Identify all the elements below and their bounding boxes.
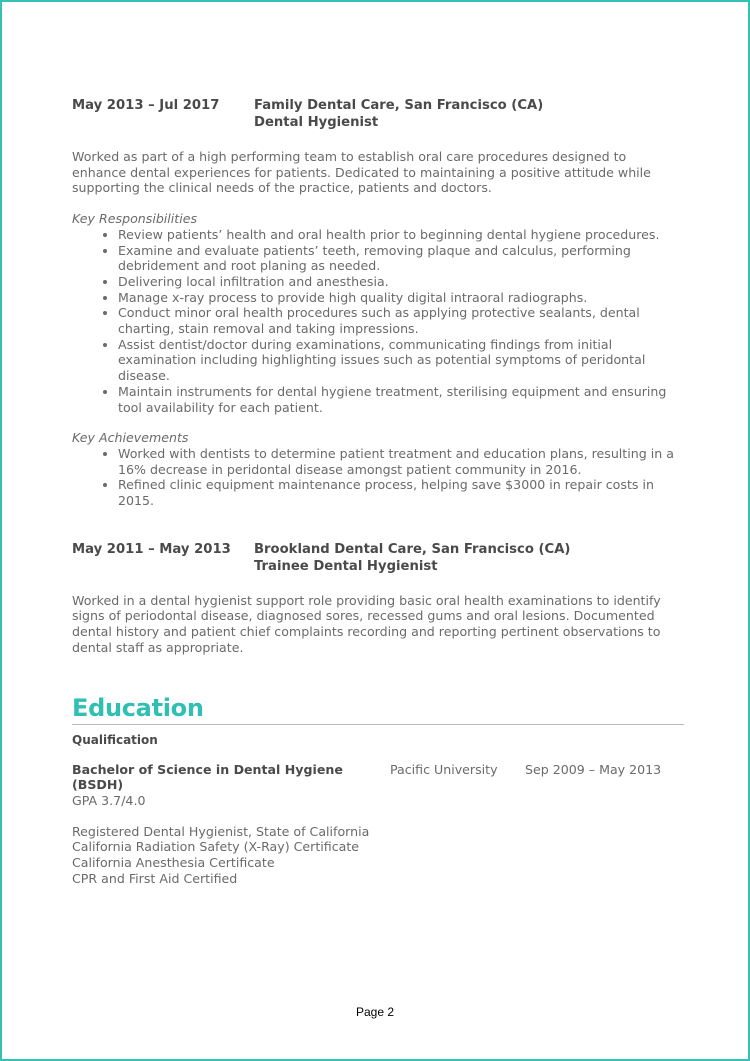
gpa-line — [72, 793, 684, 809]
list-item: • Manage x-ray process to provide high quality digital intraoral radiographs. — [118, 290, 684, 306]
achievements-list — [72, 446, 684, 509]
certification-item: CPR and First Aid Certified — [72, 870, 238, 886]
gpa: GPA 3.7/4.0 — [72, 792, 146, 808]
qualification-row — [72, 762, 684, 793]
job-dates: May 2013 – Jul 2017 — [72, 98, 220, 113]
section-divider — [72, 724, 684, 725]
list-item: • Review patients’ health and oral health prior to beginning dental hygiene procedures. — [118, 227, 684, 243]
job-employer: Brookland Dental Care, San Francisco (CA) — [254, 541, 571, 557]
job-summary: Worked in a dental hygienist support role providing basic oral health examinations to identify signs of periodontal disease, diagnosed sores, recessed gums and oral lesions. Documented dental history and patient chief complaints recording and reporting pertinent observations to dental staff as appropriate. — [72, 592, 661, 655]
qualification-heading: Qualification — [72, 732, 158, 747]
list-item: • Assist dentist/doctor during examinations, communicating findings from initial examination including highlighting issues such as potential symptoms of peridontal disease. — [118, 337, 684, 384]
certification-list — [72, 824, 684, 887]
list-item: • Examine and evaluate patients’ teeth, removing plaque and calculus, performing debridement and root planing as needed. — [118, 243, 684, 274]
list-item: • Delivering local infiltration and anesthesia. — [118, 274, 684, 290]
resume-content — [72, 97, 684, 887]
job-header — [72, 97, 684, 131]
job-header — [72, 541, 684, 575]
job-title: Dental Hygienist — [254, 115, 379, 130]
institution-name: Pacific University — [390, 761, 498, 777]
certification-item: California Anesthesia Certificate — [72, 855, 275, 871]
job-summary: Worked as part of a high performing team to establish oral care procedures designed to enhance dental experiences for patients. Dedicated to maintaining a positive attitude while supporting the clinical needs of the practice, patients and doctors. — [72, 149, 651, 196]
job-employer: Family Dental Care, San Francisco (CA) — [254, 98, 544, 113]
page-number: Page 2 — [355, 1005, 395, 1019]
job-entry-brookland-dental-care — [72, 541, 684, 656]
degree-name: Bachelor of Science in Dental Hygiene (BSDH) — [72, 761, 343, 793]
job-entry-family-dental-care — [72, 97, 684, 509]
section-title-education: Education — [72, 693, 204, 722]
list-item: • Worked with dentists to determine patient treatment and education plans, resulting in a 16% decrease in peridontal disease amongst patient community in 2016. — [118, 446, 684, 477]
list-item: • Conduct minor oral health procedures such as applying protective sealants, dental charting, stain removal and taking impressions. — [118, 305, 684, 336]
achievements-heading: Key Achievements — [72, 430, 189, 446]
job-title: Trainee Dental Hygienist — [254, 558, 438, 574]
degree-dates: Sep 2009 – May 2013 — [525, 761, 662, 777]
responsibilities-list — [72, 227, 684, 415]
certification-item: Registered Dental Hygienist, State of California — [72, 823, 370, 839]
certification-item: California Radiation Safety (X-Ray) Certificate — [72, 839, 360, 855]
list-item: • Refined clinic equipment maintenance process, helping save $3000 in repair costs in 2015. — [118, 477, 684, 508]
list-item: • Maintain instruments for dental hygiene treatment, sterilising equipment and ensuring tool availability for each patient. — [118, 384, 684, 415]
job-titles — [254, 97, 543, 131]
job-dates: May 2011 – May 2013 — [72, 541, 231, 557]
responsibilities-heading: Key Responsibilities — [72, 211, 198, 227]
job-titles — [254, 541, 570, 575]
education-section — [72, 694, 684, 887]
